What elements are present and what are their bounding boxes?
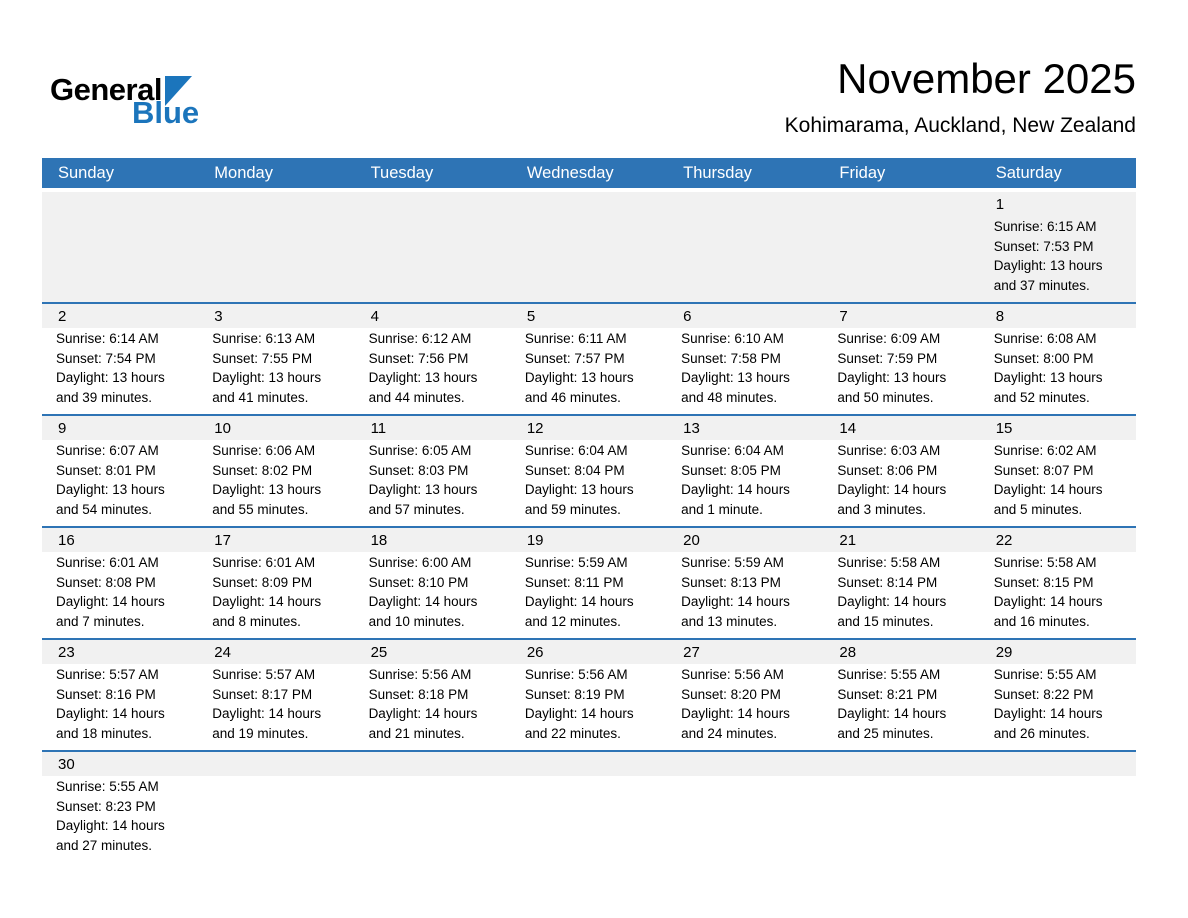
day-detail-line: Daylight: 14 hours [681, 482, 790, 497]
day-cell [511, 528, 667, 638]
day-number: 24 [198, 640, 354, 664]
day-detail-line: Sunset: 8:15 PM [993, 574, 1094, 590]
empty-day-cell [823, 752, 979, 862]
day-detail-line: and 41 minutes. [212, 389, 309, 405]
day-cell [980, 528, 1136, 638]
day-details [511, 328, 667, 414]
day-cell [667, 304, 823, 414]
week-row [42, 414, 1136, 526]
day-detail-line: Sunset: 7:58 PM [681, 350, 781, 366]
day-detail-line: Sunset: 8:08 PM [56, 574, 156, 590]
day-details [198, 328, 354, 414]
weekday-header-row [42, 158, 1136, 188]
day-number-strip [198, 192, 354, 216]
empty-day-cell [823, 192, 979, 302]
day-cell [198, 304, 354, 414]
day-detail-line: Sunset: 8:20 PM [681, 686, 781, 702]
weekday-header-wednesday: Wednesday [526, 163, 614, 182]
day-detail-line: Sunrise: 6:08 AM [993, 331, 1097, 346]
day-cell [667, 528, 823, 638]
day-detail-line: Sunset: 8:13 PM [681, 574, 781, 590]
day-detail-line: Sunset: 8:14 PM [837, 574, 938, 590]
day-detail-line: and 39 minutes. [56, 389, 153, 405]
day-detail-line: and 57 minutes. [368, 501, 465, 517]
day-detail-line: and 37 minutes. [993, 277, 1090, 293]
day-cell [355, 528, 511, 638]
week-row [42, 302, 1136, 414]
day-details [42, 776, 198, 862]
day-number: 17 [198, 528, 354, 552]
day-details [198, 440, 354, 526]
day-detail-line: Sunrise: 6:01 AM [56, 555, 159, 570]
day-detail-line: Sunset: 8:07 PM [993, 462, 1094, 478]
day-detail-line: and 10 minutes. [368, 613, 465, 629]
day-cell [823, 416, 979, 526]
day-detail-line: and 22 minutes. [524, 725, 621, 741]
day-number: 28 [823, 640, 979, 664]
day-cell [42, 528, 198, 638]
day-detail-line: Sunset: 8:09 PM [212, 574, 313, 590]
day-cell [667, 640, 823, 750]
day-detail-line: Sunset: 8:04 PM [524, 462, 625, 478]
day-number-strip [667, 752, 823, 776]
day-detail-line: Sunset: 8:21 PM [837, 686, 938, 702]
day-details [823, 328, 979, 414]
day-detail-line: Sunset: 8:17 PM [212, 686, 313, 702]
day-detail-line: and 44 minutes. [368, 389, 465, 405]
day-detail-line: Daylight: 13 hours [993, 258, 1103, 273]
day-details [198, 664, 354, 750]
day-number: 10 [198, 416, 354, 440]
day-detail-line: Daylight: 14 hours [368, 594, 478, 609]
day-detail-line: Daylight: 13 hours [524, 370, 634, 385]
day-detail-line: Sunrise: 6:01 AM [212, 555, 316, 570]
empty-day-cell [42, 192, 198, 302]
day-number: 15 [980, 416, 1136, 440]
day-cell [980, 192, 1136, 302]
day-detail-line: Sunrise: 5:56 AM [368, 667, 472, 682]
day-number: 2 [42, 304, 198, 328]
day-cell [198, 528, 354, 638]
empty-day-cell [667, 192, 823, 302]
empty-day-cell [198, 752, 354, 862]
day-detail-line: Daylight: 14 hours [524, 706, 634, 721]
day-detail-line: Daylight: 14 hours [524, 594, 634, 609]
day-details [823, 664, 979, 750]
day-detail-line: Daylight: 13 hours [368, 482, 478, 497]
day-detail-line: and 26 minutes. [993, 725, 1090, 741]
day-detail-line: Sunset: 7:55 PM [212, 350, 313, 366]
week-row [42, 192, 1136, 302]
day-number: 16 [42, 528, 198, 552]
day-detail-line: and 27 minutes. [56, 837, 153, 853]
day-detail-line: Sunset: 8:18 PM [368, 686, 469, 702]
day-cell [980, 640, 1136, 750]
day-detail-line: Daylight: 13 hours [212, 370, 322, 385]
day-detail-line: Daylight: 14 hours [212, 706, 322, 721]
day-detail-line: Sunset: 8:06 PM [837, 462, 938, 478]
day-detail-line: Sunrise: 5:55 AM [837, 667, 941, 682]
day-detail-line: and 12 minutes. [524, 613, 621, 629]
day-detail-line: Daylight: 14 hours [56, 594, 165, 609]
day-detail-line: Sunset: 8:11 PM [524, 574, 624, 590]
day-detail-line: Daylight: 14 hours [56, 818, 165, 833]
empty-day-cell [511, 752, 667, 862]
day-cell [42, 304, 198, 414]
day-cell [511, 640, 667, 750]
day-number: 19 [511, 528, 667, 552]
day-detail-line: and 50 minutes. [837, 389, 934, 405]
calendar [42, 158, 1136, 862]
day-detail-line: Daylight: 13 hours [56, 482, 165, 497]
day-number: 30 [42, 752, 198, 776]
day-detail-line: Sunset: 8:05 PM [681, 462, 781, 478]
day-detail-line: Daylight: 14 hours [212, 594, 322, 609]
weekday-header-monday: Monday [214, 163, 273, 182]
day-details [667, 440, 823, 526]
day-number-strip [667, 192, 823, 216]
day-detail-line: Sunrise: 6:06 AM [212, 443, 316, 458]
day-detail-line: and 19 minutes. [212, 725, 309, 741]
day-detail-line: Sunrise: 5:58 AM [993, 555, 1097, 570]
weekday-header-saturday: Saturday [995, 163, 1062, 182]
day-detail-line: Daylight: 14 hours [993, 482, 1103, 497]
day-detail-line: and 24 minutes. [681, 725, 778, 741]
day-detail-line: Sunset: 8:23 PM [56, 798, 156, 814]
day-detail-line: Daylight: 13 hours [681, 370, 790, 385]
day-detail-line: Sunset: 8:22 PM [993, 686, 1094, 702]
day-number-strip [823, 752, 979, 776]
day-number: 27 [667, 640, 823, 664]
day-detail-line: Sunrise: 5:56 AM [524, 667, 628, 682]
day-details [667, 328, 823, 414]
empty-day-cell [355, 752, 511, 862]
day-detail-line: Sunrise: 6:09 AM [837, 331, 941, 346]
day-detail-line: Daylight: 13 hours [56, 370, 165, 385]
day-detail-line: Daylight: 14 hours [681, 706, 790, 721]
day-detail-line: Sunset: 7:56 PM [368, 350, 469, 366]
day-number: 13 [667, 416, 823, 440]
day-details [980, 552, 1136, 638]
day-detail-line: Sunrise: 6:04 AM [681, 443, 784, 458]
day-detail-line: Sunrise: 6:11 AM [524, 331, 627, 346]
day-details [42, 440, 198, 526]
day-detail-line: Sunrise: 6:07 AM [56, 443, 159, 458]
day-detail-line: Sunrise: 6:05 AM [368, 443, 472, 458]
day-details [667, 552, 823, 638]
day-details [355, 552, 511, 638]
day-details [511, 440, 667, 526]
day-detail-line: and 48 minutes. [681, 389, 778, 405]
day-number-strip [355, 192, 511, 216]
weekday-header-tuesday: Tuesday [370, 163, 434, 182]
day-details [980, 328, 1136, 414]
day-detail-line: and 13 minutes. [681, 613, 778, 629]
calendar-grid [42, 192, 1136, 862]
empty-day-cell [355, 192, 511, 302]
day-number: 26 [511, 640, 667, 664]
day-cell [355, 416, 511, 526]
empty-day-cell [980, 752, 1136, 862]
day-detail-line: Sunrise: 5:58 AM [837, 555, 941, 570]
day-detail-line: Sunrise: 6:14 AM [56, 331, 159, 346]
day-detail-line: Sunrise: 6:00 AM [368, 555, 472, 570]
day-cell [198, 416, 354, 526]
day-detail-line: Daylight: 14 hours [993, 594, 1103, 609]
day-detail-line: and 21 minutes. [368, 725, 465, 741]
day-detail-line: Sunset: 8:16 PM [56, 686, 156, 702]
day-detail-line: Daylight: 14 hours [837, 594, 947, 609]
day-detail-line: Daylight: 14 hours [837, 706, 947, 721]
general-blue-logo [50, 74, 199, 128]
day-detail-line: Sunrise: 6:12 AM [368, 331, 472, 346]
day-details [823, 552, 979, 638]
page-title: November 2025 [837, 55, 1136, 102]
weekday-header-friday: Friday [839, 163, 886, 182]
day-details [823, 440, 979, 526]
day-cell [511, 416, 667, 526]
day-detail-line: Sunset: 8:10 PM [368, 574, 469, 590]
day-detail-line: Sunrise: 5:59 AM [524, 555, 628, 570]
weekday-header-sunday: Sunday [58, 163, 114, 182]
day-cell [355, 640, 511, 750]
day-detail-line: Daylight: 13 hours [368, 370, 478, 385]
day-number: 7 [823, 304, 979, 328]
day-number: 5 [511, 304, 667, 328]
day-number: 18 [355, 528, 511, 552]
day-detail-line: Sunrise: 6:10 AM [681, 331, 784, 346]
empty-day-cell [198, 192, 354, 302]
logo-text-blue: Blue [132, 95, 200, 130]
day-number: 6 [667, 304, 823, 328]
day-number: 25 [355, 640, 511, 664]
day-number: 11 [355, 416, 511, 440]
day-detail-line: and 16 minutes. [993, 613, 1090, 629]
day-details [980, 664, 1136, 750]
day-number: 12 [511, 416, 667, 440]
day-details [355, 328, 511, 414]
day-detail-line: Sunrise: 5:55 AM [993, 667, 1097, 682]
day-number: 22 [980, 528, 1136, 552]
day-details [511, 664, 667, 750]
day-detail-line: Sunset: 7:57 PM [524, 350, 625, 366]
day-cell [980, 304, 1136, 414]
week-row [42, 526, 1136, 638]
day-number: 21 [823, 528, 979, 552]
day-details [42, 552, 198, 638]
day-number: 1 [995, 196, 1005, 213]
day-detail-line: and 59 minutes. [524, 501, 621, 517]
day-cell [667, 416, 823, 526]
day-cell [42, 640, 198, 750]
week-row [42, 750, 1136, 862]
day-number: 4 [355, 304, 511, 328]
day-cell [42, 416, 198, 526]
day-details [355, 440, 511, 526]
day-cell [511, 304, 667, 414]
day-detail-line: Daylight: 13 hours [524, 482, 634, 497]
day-detail-line: Sunset: 8:02 PM [212, 462, 313, 478]
day-detail-line: and 54 minutes. [56, 501, 153, 517]
day-number: 29 [980, 640, 1136, 664]
day-number: 8 [980, 304, 1136, 328]
day-detail-line: Sunrise: 6:13 AM [212, 331, 316, 346]
day-detail-line: Sunrise: 6:02 AM [993, 443, 1097, 458]
day-detail-line: Daylight: 14 hours [837, 482, 947, 497]
day-number: 9 [42, 416, 198, 440]
day-number-strip [511, 752, 667, 776]
day-number: 23 [42, 640, 198, 664]
day-detail-line: and 5 minutes. [993, 501, 1083, 517]
day-detail-line: and 15 minutes. [837, 613, 934, 629]
day-detail-line: and 18 minutes. [56, 725, 153, 741]
day-details [355, 664, 511, 750]
day-detail-line: Daylight: 14 hours [993, 706, 1103, 721]
day-detail-line: Sunset: 8:19 PM [524, 686, 625, 702]
day-detail-line: Sunrise: 5:56 AM [681, 667, 784, 682]
day-detail-line: Sunrise: 5:59 AM [681, 555, 784, 570]
day-number-strip [980, 752, 1136, 776]
day-cell [42, 752, 198, 862]
day-detail-line: Sunrise: 5:57 AM [56, 667, 159, 682]
day-detail-line: Daylight: 13 hours [837, 370, 947, 385]
day-number-strip [355, 752, 511, 776]
day-detail-line: Sunset: 8:03 PM [368, 462, 469, 478]
empty-day-cell [511, 192, 667, 302]
day-detail-line: Sunset: 7:53 PM [993, 238, 1094, 254]
page-header [0, 0, 1188, 158]
day-cell [823, 528, 979, 638]
day-cell [980, 416, 1136, 526]
empty-day-cell [667, 752, 823, 862]
day-detail-line: Daylight: 14 hours [368, 706, 478, 721]
day-cell [823, 304, 979, 414]
day-detail-line: Sunrise: 6:03 AM [837, 443, 941, 458]
day-number: 20 [667, 528, 823, 552]
day-detail-line: Daylight: 14 hours [681, 594, 790, 609]
day-details [511, 552, 667, 638]
day-detail-line: and 1 minute. [681, 501, 763, 517]
day-detail-line: and 7 minutes. [56, 613, 145, 629]
day-number-strip [42, 192, 198, 216]
logo-text-general: General [50, 72, 162, 107]
day-detail-line: Daylight: 13 hours [993, 370, 1103, 385]
day-detail-line: Sunset: 8:00 PM [993, 350, 1094, 366]
day-number-strip [198, 752, 354, 776]
day-detail-line: Sunrise: 6:15 AM [993, 219, 1097, 234]
day-detail-line: Sunrise: 5:57 AM [212, 667, 316, 682]
day-detail-line: and 25 minutes. [837, 725, 934, 741]
day-detail-line: and 8 minutes. [212, 613, 301, 629]
day-details [42, 328, 198, 414]
day-detail-line: Sunrise: 5:55 AM [56, 779, 159, 794]
day-detail-line: Sunset: 8:01 PM [56, 462, 156, 478]
day-details [980, 440, 1136, 526]
day-number: 14 [823, 416, 979, 440]
day-detail-line: Sunset: 7:54 PM [56, 350, 156, 366]
day-detail-line: and 3 minutes. [837, 501, 926, 517]
day-detail-line: Daylight: 13 hours [212, 482, 322, 497]
page-subtitle: Kohimarama, Auckland, New Zealand [784, 114, 1136, 138]
day-number-strip [823, 192, 979, 216]
day-detail-line: Sunrise: 6:04 AM [524, 443, 628, 458]
day-details [980, 216, 1136, 302]
day-detail-line: Sunset: 7:59 PM [837, 350, 938, 366]
day-number: 3 [198, 304, 354, 328]
day-cell [823, 640, 979, 750]
day-details [42, 664, 198, 750]
week-row [42, 638, 1136, 750]
day-detail-line: and 52 minutes. [993, 389, 1090, 405]
day-detail-line: Daylight: 14 hours [56, 706, 165, 721]
day-details [198, 552, 354, 638]
day-detail-line: and 46 minutes. [524, 389, 621, 405]
weekday-header-thursday: Thursday [683, 163, 752, 182]
day-detail-line: and 55 minutes. [212, 501, 309, 517]
day-number-strip [511, 192, 667, 216]
day-cell [198, 640, 354, 750]
day-cell [355, 304, 511, 414]
day-details [667, 664, 823, 750]
